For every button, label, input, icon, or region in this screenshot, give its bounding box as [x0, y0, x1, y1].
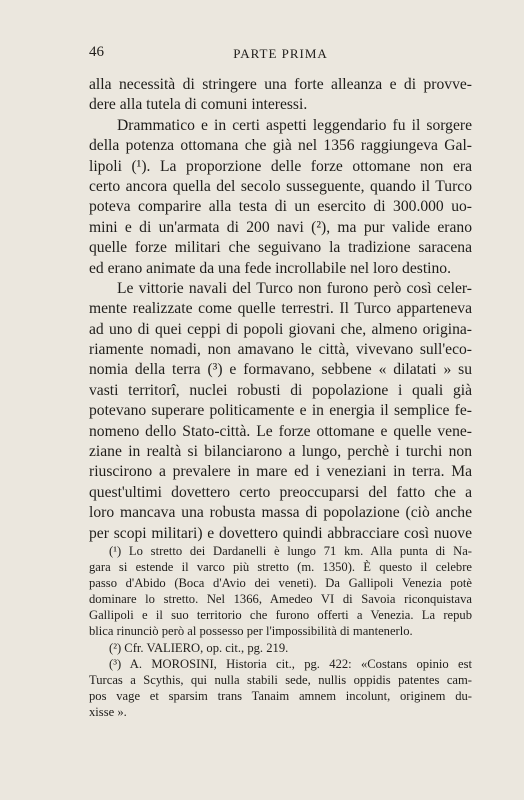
footnote-line: dominare lo stretto. Nel 1366, Amedeo VI di Savoia riconquistava	[89, 592, 472, 607]
text-line: dere alla tutela di comuni interessi.	[89, 96, 308, 114]
text-line: ziane in realtà si bilanciarono a lungo, perchè i turchi non	[89, 443, 472, 461]
footnote-line: Turcas a Scythis, qui nulla stabili sede, nullis oppidis patentes cam-	[89, 672, 472, 687]
text-line: della potenza ottomana che già nel 1356 raggiungeva Gal-	[89, 137, 472, 155]
footnotes	[89, 543, 472, 720]
text-line: quest'ultimi dovettero certo preoccuparsi del fatto che a	[89, 483, 472, 501]
footnote-line: passo d'Abido (Boca d'Avio dei veneti). Da Gallipoli Venezia potè	[89, 576, 472, 591]
text-line: vasti territorî, nuclei robusti di popolazione i quali già	[89, 381, 472, 399]
text-line: ed erano animate da una fede incrollabile nel loro destino.	[89, 259, 451, 277]
footnote-line: xisse ».	[89, 704, 127, 719]
text-line: quelle forze militari che seguivano la tradizione saracena	[89, 239, 472, 257]
text-line: per scopi militari) e dovettero quindi abbracciare così nuove	[89, 524, 472, 542]
footnote-line: blica rinunciò però al possesso per l'impossibilità di mantenerlo.	[89, 624, 413, 639]
text-line: mini e di un'armata di 200 navi (²), ma pur valide erano	[89, 218, 472, 236]
page-header	[89, 44, 472, 64]
text-line: Drammatico e in certi aspetti leggendario fu il sorgere	[117, 116, 472, 134]
footnote-line: pos vage et sparsim trans Tanaim amnem incolunt, originem du-	[89, 688, 472, 703]
page-number: 46	[89, 44, 104, 60]
text-line: riamente nomadi, non amavano le città, vivevano sull'eco-	[89, 341, 472, 359]
text-line: potevano superare politicamente e in energia il semplice fe-	[89, 402, 472, 420]
footnote-line: (²) Cfr. VALIERO, op. cit., pg. 219.	[109, 640, 289, 655]
text-line: poteva comparire alla testa di un esercito di 300.000 uo-	[89, 198, 472, 216]
running-head: PARTE PRIMA	[233, 46, 328, 61]
text-line: riuscirono a prevalere in mare ed i veneziani in terra. Ma	[89, 463, 472, 481]
body-text	[89, 75, 472, 544]
text-line: nomia della terra (³) e formavano, sebbene « dilatati » su	[89, 361, 472, 379]
text-line: mente realizzate come quelle terrestri. Il Turco apparteneva	[89, 300, 472, 318]
footnote-line: Gallipoli e il suo territorio che furono offerti a Venezia. La repub	[89, 608, 472, 623]
footnote-line: gara si estende il varco più stretto (m. 1350). È questo il celebre	[89, 560, 472, 575]
text-line: alla necessità di stringere una forte alleanza e di provve-	[89, 76, 472, 93]
text-line: lipoli (¹). La proporzione delle forze ottomane non era	[89, 157, 472, 175]
footnote-line: (³) A. MOROSINI, Historia cit., pg. 422: «Costans opinio est	[109, 656, 472, 671]
text-line: loro mancava una robusta massa di popolazione (ciò anche	[89, 504, 472, 522]
text-line: Le vittorie navali del Turco non furono però così celer-	[117, 279, 472, 297]
text-line: nomeno dello Stato-città. Le forze ottomane e quelle vene-	[89, 422, 472, 440]
text-line: certo ancora quella del secolo susseguente, quando il Turco	[89, 177, 472, 195]
text-line: ad uno di quei ceppi di popoli giovani che, almeno origina-	[89, 320, 472, 338]
footnote-line: (¹) Lo stretto dei Dardanelli è lungo 71 km. Alla punta di Na-	[109, 544, 472, 558]
